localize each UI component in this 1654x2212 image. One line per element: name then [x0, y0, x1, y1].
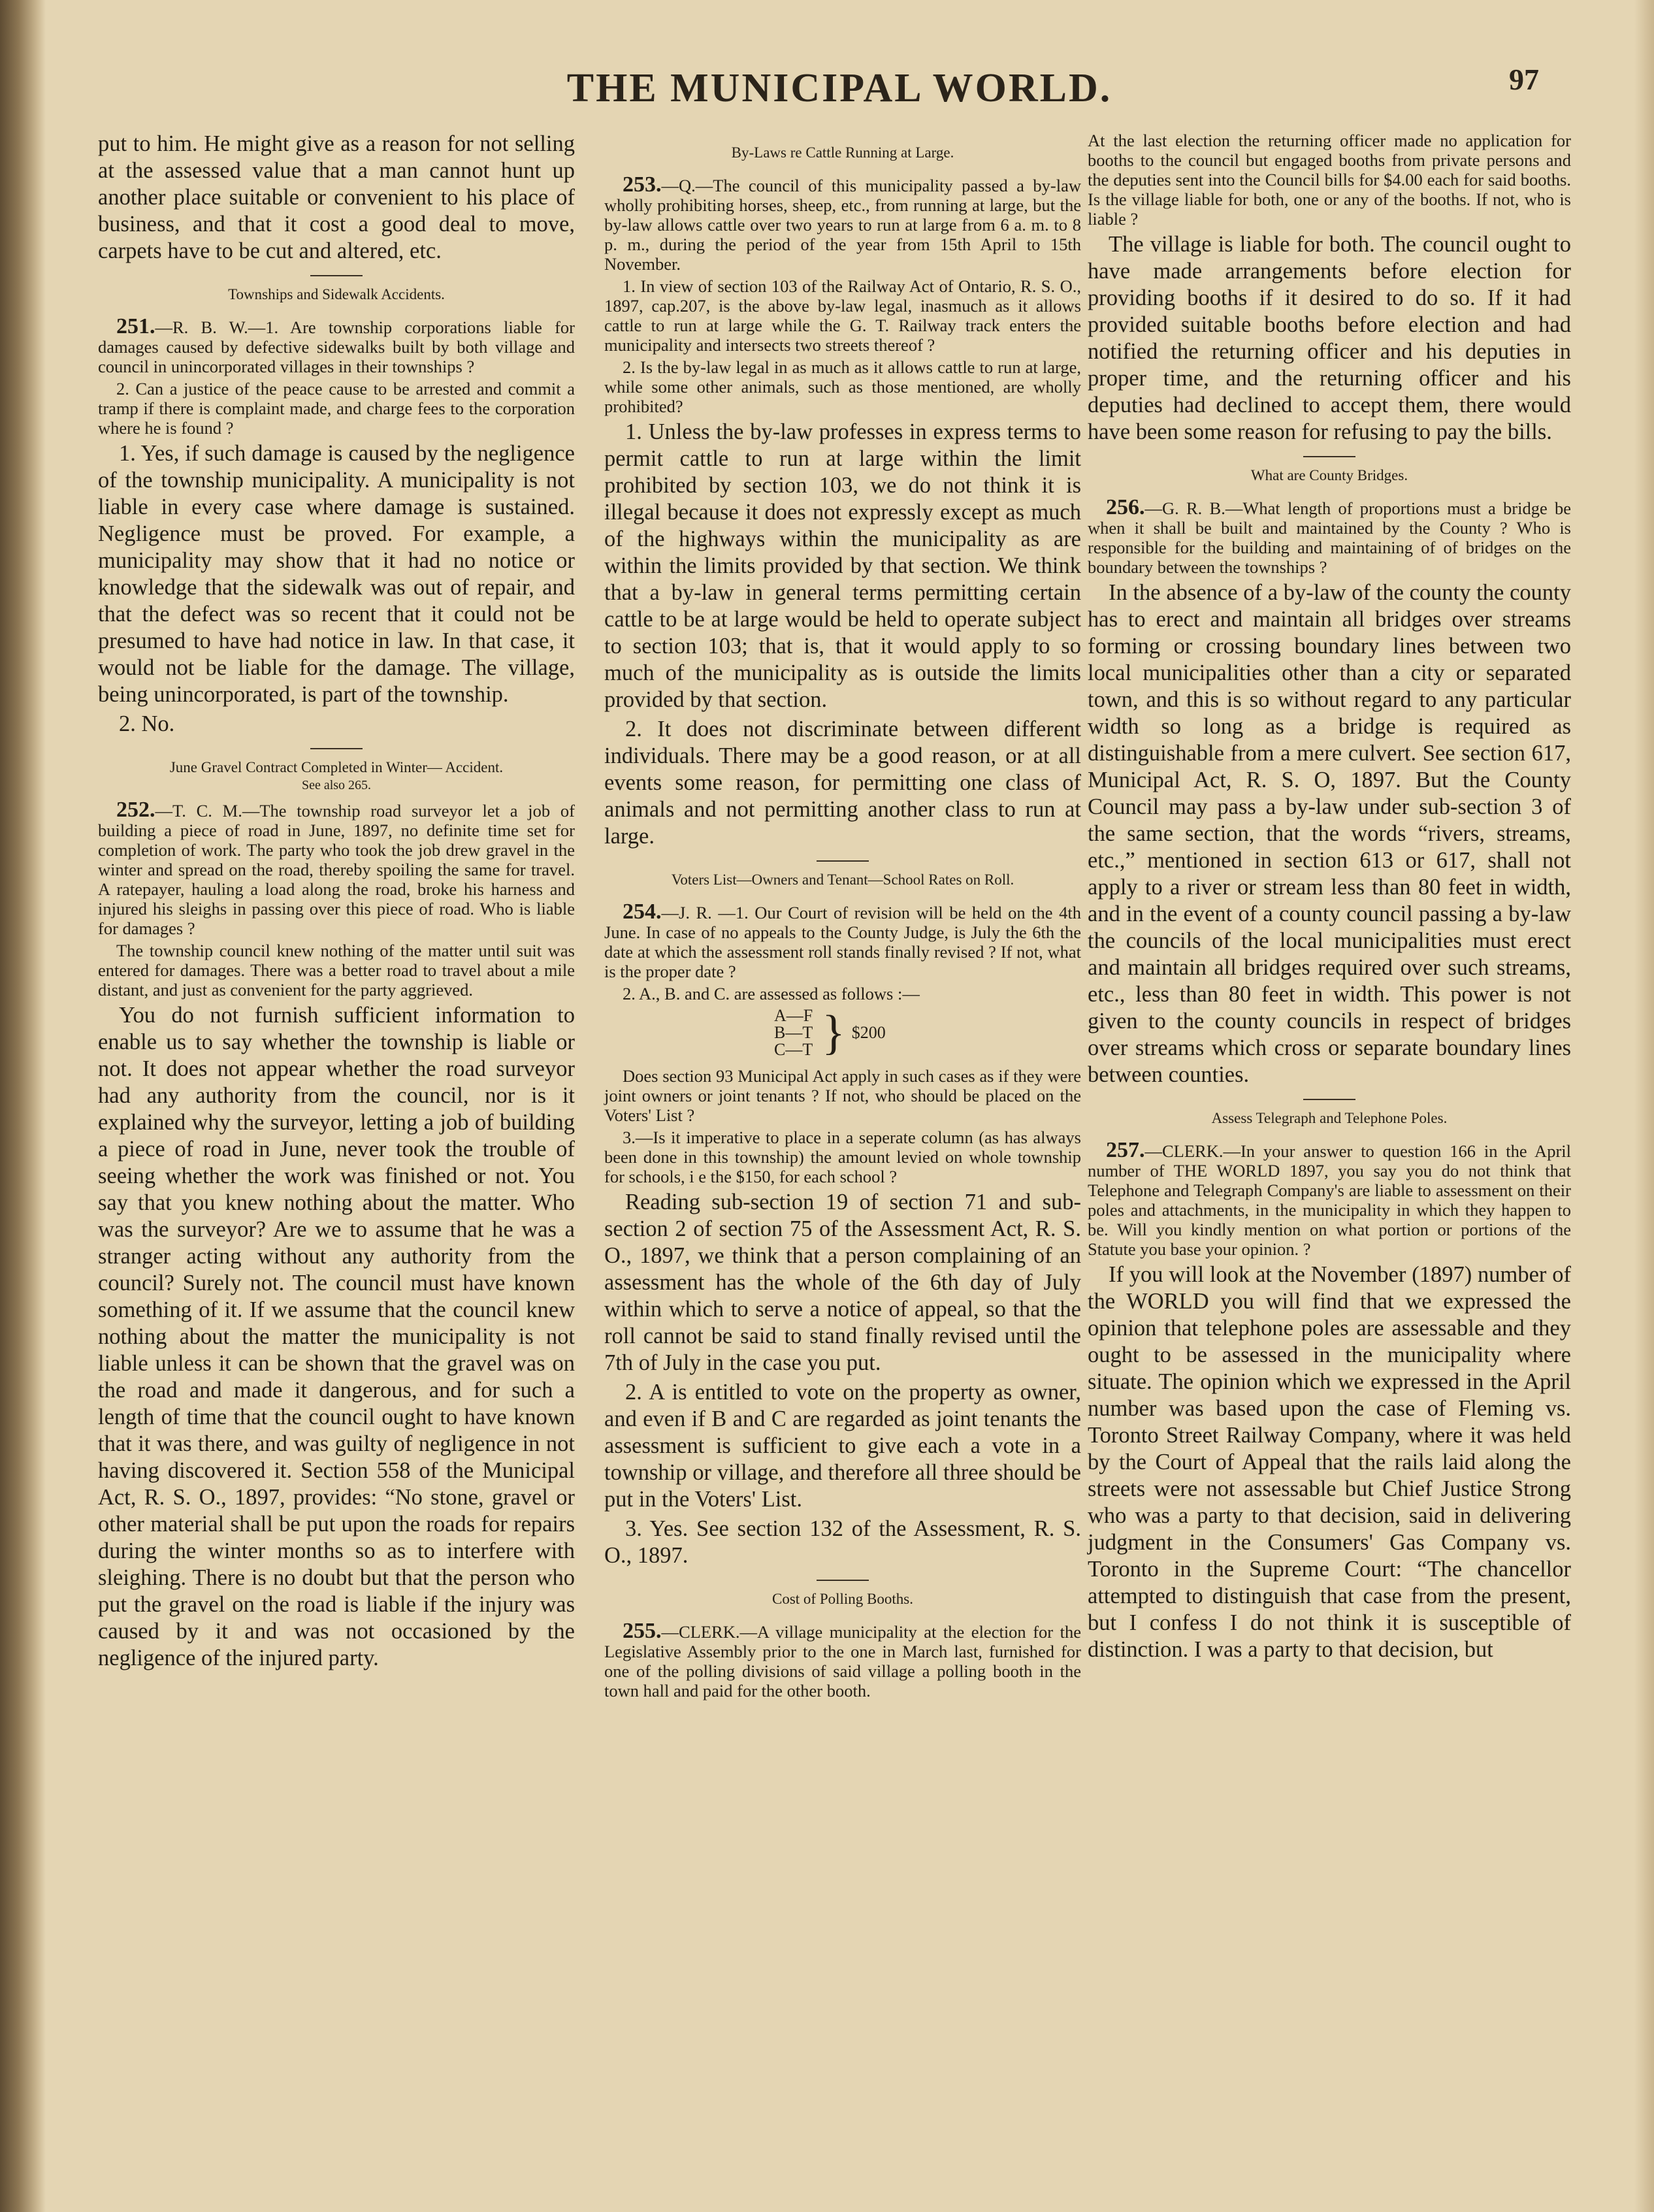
answer-253-part: 2. It does not discriminate between different individuals. There may be a good reason, or at all events some reason, for permitting one class of animals and not permitting another class to run at large.: [604, 717, 1081, 849]
assessment-amount: $200: [851, 1023, 886, 1042]
section-heading-256: What are County Bridges.: [1250, 467, 1408, 483]
book-gutter-shadow: [0, 0, 46, 2212]
answer-254: Reading sub-section 19 of section 71 and sub-section 2 of section 75 of the Assessment Act, R. S. O., 1897, we think that a person complaining of an assessment has the whole of the 6th day of July within which to serve a notice of appeal, so that the roll cannot be said to stand finally revised until the 7th of July in the case you put.: [604, 1190, 1081, 1375]
assessment-table: [774, 1007, 1081, 1058]
answer-255: The village is liable for both. The council ought to have made arrangements before election for providing booths if it desired to do so. If it had provided suitable booths before election and had notified the returning officer and his deputies in proper time, and the returning officer and his deputies had declined to accept them, there would have been some reason for refusing to pay the bills.: [1088, 232, 1571, 444]
divider: [1303, 1099, 1355, 1100]
answer-251-part: 2. No.: [119, 711, 175, 736]
answer-256: In the absence of a by-law of the county the county has to erect and maintain all bridges over streams forming or crossing boundary lines between two local municipalities other than a city or separated town, and this is so without regard to any particular width so long as a bridge is required as distinguishable from a mere culvert. See section 617, Municipal Act, R. S. O, 1897. But the County Council may pass a by-law under sub-section 3 of the same section, that the words “rivers, streams, etc.,” mentioned in section 613 or 617, shall not apply to a river or stream less than 80 feet in width, and in the event of a county council passing a by-law the councils of the local municipalities must erect and maintain all bridges required over such streams, etc., less than 80 feet in width. This power is not given to the county councils in respect of bridges over streams which cross or separate boundary lines between counties.: [1088, 580, 1571, 1087]
question-number: 256.: [1106, 495, 1145, 519]
question-255: [604, 1621, 1081, 1700]
question-number: 251.: [116, 314, 155, 338]
page-edge: [1634, 0, 1654, 2212]
question-257: [1088, 1138, 1571, 1259]
section-heading-253: By-Laws re Cattle Running at Large.: [731, 144, 954, 161]
question-254: [604, 902, 1081, 981]
question-255-continued: At the last election the returning officer made no application for booths to the council but engaged booths from private persons and the deputies sent into the Council bills for $4.00 each for said booths. Is the village liable for both, one or any of the booths. If not, who is liable ?: [1088, 131, 1571, 229]
cross-reference: See also 265.: [301, 778, 372, 792]
answer-254-part: 2. A is entitled to vote on the property as owner, and even if B and C are regarded as joint tenants the assessment is sufficient to give each a vote in a township or village, and therefore all three should be put in the Voters' List.: [604, 1380, 1081, 1512]
question-253: [604, 172, 1081, 274]
answer-253: 1. Unless the by-law professes in express terms to permit cattle to run at large within the limit prohibited by section 103, we do not think it is illegal because it does not expressly except as much of the highways within the municipality as are within the limits provided by that section. We think that a by-law in general terms permitting certain cattle to be at large would be held to operate subject to section 103; that is, that it would apply to so much of the municipality as is outside the limits provided by that section.: [604, 419, 1081, 712]
question-253-part: 1. In view of section 103 of the Railway Act of Ontario, R. S. O., 1897, cap.207, is the above by-law legal, inasmuch as it allows cattle to run at large while the G. T. Railway track enters the municipality and intersects two streets thereof ?: [604, 276, 1081, 355]
question-251-part: 2. Can a justice of the peace cause to be arrested and commit a tramp if there is complaint made, and charge fees to the corporation where he is found ?: [98, 379, 575, 438]
divider: [310, 748, 363, 749]
assessment-row: A—F: [774, 1006, 813, 1025]
column-middle: [604, 131, 1081, 1703]
question-254-part: Does section 93 Municipal Act apply in such cases as if they were joint owners or joint tenants ? If not, who should be placed on the Voters' List ?: [604, 1066, 1081, 1125]
question-252-part: The township council knew nothing of the matter until suit was entered for damages. There was a better road to travel about a mile distant, and just as convenient for the party aggrieved.: [98, 941, 575, 1000]
question-number: 255.: [623, 1619, 662, 1643]
question-253-part: 2. Is the by-law legal in as much as it allows cattle to run at large, while some other animals, such as those mentioned, are wholly prohibited?: [604, 357, 1081, 416]
page-number: 97: [1509, 63, 1539, 96]
paragraph: put to him. He might give as a reason for not selling at the assessed value that a man cannot hunt up another place suitable or convenient to his place of business, and that it cost a good deal to move, carpets have to be cut and altered, etc.: [98, 131, 575, 263]
answer-251: 1. Yes, if such damage is caused by the negligence of the township municipality. A municipality is not liable in every case where damage is sustained. Negligence must be proved. For example, a municipality may show that it had no notice or knowledge that the sidewalk was out of repair, and that the defect was so recent that it could not be presumed to have had notice in law. In that case, it would not be liable for the damage. The village, being unincorporated, is part of the township.: [98, 441, 575, 707]
divider: [817, 1580, 869, 1581]
answer-252: You do not furnish sufficient information to enable us to say whether the township is liable or not. It does not appear whether the road surveyor had any authority from the council, nor is it explained why the surveyor, letting a job of building a piece of road in June, never took the trouble of seeing whether the work was finished or not. You say that you knew nothing about the matter. Who was the surveyor? Are we to assume that he was a stranger acting without any authority from the council? Surely not. The council must have known something of it. If we assume that the council knew nothing about the matter the municipality is not liable unless it can be shown that the gravel was on the road and made it dangerous, and for such a length of time that the council ought to have known that it was there, and was guilty of negligence in not having discovered it. Section 558 of the Municipal Act, R. S. O., 1897, provides: “No stone, gravel or other material shall be put upon the roads for repairs during the winter months so as to interfere with sleighing. There is no doubt but that the person who put the gravel on the road is liable if the injury was caused by it and was not occasioned by the negligence of the injured party.: [98, 1003, 575, 1670]
question-256: [1088, 495, 1571, 577]
question-254-part: 2. A., B. and C. are assessed as follows :—: [623, 984, 920, 1003]
masthead-title: THE MUNICIPAL WORLD.: [566, 66, 1112, 110]
column-left: [98, 131, 575, 1674]
question-text: —J. R. —1. Our Court of revision will be held on the 4th June. In case of no appeals to the County Judge, is July the 6th the date at which the assessment roll stands finally revised ? If not, what is the proper date ?: [604, 903, 1081, 981]
section-heading-257: Assess Telegraph and Telephone Poles.: [1211, 1110, 1448, 1126]
question-254-part: 3.—Is it imperative to place in a seperate column (as has always been done in this township) the amount levied on whole township for schools, i e the $150, for each school ?: [604, 1128, 1081, 1186]
question-text: —CLERK.—A village municipality at the election for the Legislative Assembly prior to the one in March last, furnished for one of the polling divisions of said village a polling booth in the town hall and paid for the other booth.: [604, 1622, 1081, 1700]
question-number: 257.: [1106, 1138, 1145, 1162]
question-text: —T. C. M.—The township road surveyor let a job of building a piece of road in June, 1897, no definite time set for completion of work. The party who took the job drew gravel in the winter and spread on the road, thereby spoiling the same for travel. A ratepayer, hauling a load along the road, broke his harness and injured his sleighs in passing over this piece of road. Who is liable for damages ?: [98, 801, 575, 938]
question-number: 253.: [623, 172, 662, 197]
question-text: —CLERK.—In your answer to question 166 in the April number of THE WORLD 1897, you say you do not think that Telephone and Telegraph Company's are liable to assessment on their poles and attachments, in the municipality in which they happen to be. Will you kindly mention on what portion or portions of the Statute you base your opinion. ?: [1088, 1141, 1571, 1259]
question-251: [98, 314, 575, 376]
answer-257: If you will look at the November (1897) number of the WORLD you will find that we expressed the opinion that telephone poles are assessable and they ought to be assessed in the municipality where situate. The opinion which we expressed in the April number was based upon the case of Fleming vs. Toronto Street Railway Company, where it was held by the Court of Appeal that the rails laid along the streets were not assessable but Chief Justice Strong who was a party to that decision, said in delivering judgment in the Consumers' Gas Company vs. Toronto in the Supreme Court: “The chancellor attempted to distinguish that case from the present, but I confess I do not think it is susceptible of distinction. I was a party to that decision, but: [1088, 1262, 1571, 1662]
section-heading-255: Cost of Polling Booths.: [772, 1591, 913, 1607]
section-heading-251: Townships and Sidewalk Accidents.: [228, 286, 445, 302]
section-heading-252: June Gravel Contract Completed in Winter— Accident.: [169, 759, 504, 775]
question-252: [98, 800, 575, 938]
assessment-row: B—T: [774, 1023, 813, 1042]
divider: [310, 275, 363, 276]
question-text: —R. B. W.—1. Are township corporations liable for damages caused by defective sidewalks built by both village and council in unincorporated villages in their townships ?: [98, 317, 575, 376]
divider: [817, 860, 869, 862]
assessment-rows: [774, 1007, 813, 1058]
column-right: [1088, 131, 1571, 1666]
answer-254-part: 3. Yes. See section 132 of the Assessment, R. S. O., 1897.: [604, 1516, 1081, 1568]
question-number: 254.: [623, 900, 662, 924]
brace-glyph: }: [822, 1006, 845, 1060]
divider: [1303, 456, 1355, 457]
question-text: —G. R. B.—What length of proportions must a bridge be when it shall be built and maintained by the County ? Who is responsible for the building and maintaining of of bridges on the boundary between the townships ?: [1088, 498, 1571, 577]
section-heading-254: Voters List—Owners and Tenant—School Rates on Roll.: [671, 871, 1014, 888]
question-number: 252.: [116, 798, 155, 822]
assessment-row: C—T: [774, 1040, 813, 1059]
question-text: —Q.—The council of this municipality passed a by-law wholly prohibiting horses, sheep, etc., from running at large, but the by-law allows cattle over two years to run at large from 6 a. m. to 8 p. m., during the period of the year from 15th April to 15th November.: [604, 176, 1081, 274]
